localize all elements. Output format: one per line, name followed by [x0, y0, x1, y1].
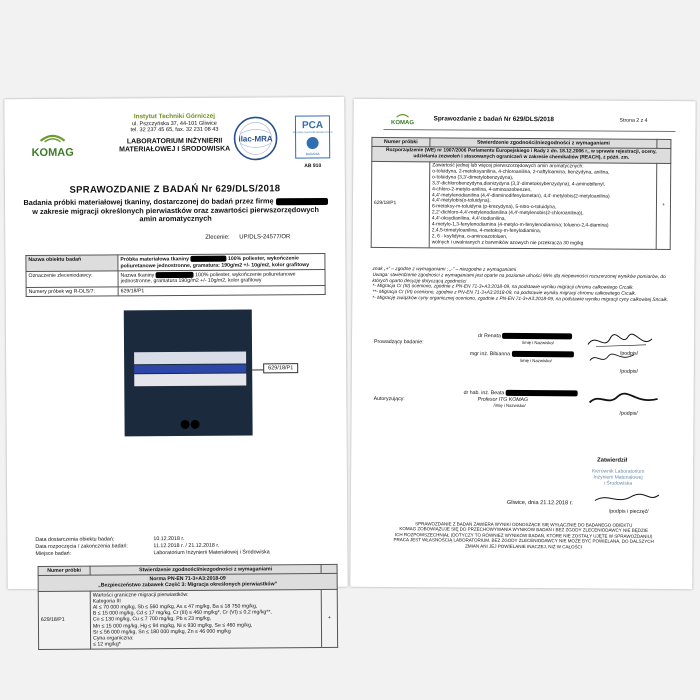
- column-header: Numer próbki: [38, 566, 90, 576]
- amine-line: 2,2'-dichloro-4,4'-metylenodianilina (4,4'-metylenobis(2-chloroanilina)),: [431, 210, 584, 217]
- stamp-line: i Środowiska: [603, 480, 633, 487]
- limits-line: B ≤ 15 000 mg/kg, Cd ≤ 17 mg/kg, Cr (III) ≤ 460 mg/kg*, Cr (VI) ≤ 0,2 mg/kg**,: [92, 609, 272, 617]
- komag-logo-small: [390, 113, 416, 125]
- verdict-cell: +: [321, 589, 337, 648]
- amine-line: 4-metylo-1,3-fenylenodiamina (4-metylo-m-fenylenodiamina; tolueno-2,4-diamina): [431, 222, 609, 229]
- table-cell: [118, 253, 325, 270]
- amine-line: o-toluidyna (3,3'-dimetylobenzydyna),: [432, 175, 514, 181]
- authorizer-role: Profesor ITG KOMAG: [477, 396, 529, 403]
- sample-photo: [124, 309, 253, 436]
- date-label: Miejsce badań:: [35, 550, 72, 557]
- date-label: Data rozpoczęcia / zakończenia badań:: [35, 543, 128, 550]
- redacted-client-fabric: [156, 272, 194, 278]
- pca-logo-subtext: POLSKIE CENTRUM AKREDYTACJI: [292, 130, 333, 135]
- date-value: Laboratorium Inżynierii Materiałowej i Środowiska: [153, 548, 270, 556]
- limits-line: Cyna organiczna:: [93, 635, 134, 642]
- limits-line: Al ≤ 70 000 mg/kg, Sb ≤ 560 mg/kg, As ≤ 47 mg/kg, Ba ≤ 18 750 mg/kg,: [92, 603, 258, 611]
- institute-header: [99, 113, 249, 154]
- column-header: Stwierdzenie zgodności/niezgodności z wymaganiami: [430, 138, 657, 149]
- table-row: [38, 589, 337, 650]
- amine-line: wolnych i uwalnianych z barwników azowych nie przekracza 30 mg/kg: [431, 240, 584, 247]
- signature-caption: /podpis/: [619, 350, 639, 357]
- institute-name: Instytut Techniki Górniczej: [133, 112, 216, 121]
- komag-logo: [27, 133, 79, 161]
- ilac-logo-text: ilac-MRA: [238, 134, 273, 144]
- note-line: **- Migracja Cr (VI) oceniono, zgodnie z PN-EN 71-3+A3:2018-09, na podstawie wyniku migracji chromu całkowitego Crcałk.: [372, 290, 637, 297]
- page-header-title: Sprawozdanie z badań Nr 629/DLS/2018: [433, 115, 554, 124]
- amine-line: 4,4'-metylobis(o-toluidyna),: [431, 198, 491, 205]
- limits-line: ≤ 12 mg/kg*: [93, 641, 121, 648]
- order-number: [205, 234, 290, 241]
- footer-line: ZMIAN ANI JEJ POWIELANIE INACZEJ, NIŻ W CAŁOŚCI: [465, 543, 582, 550]
- redacted-fabric-name: [190, 256, 226, 262]
- footer-line: KOMAG ZOBOWIĄZUJE SIĘ DO PRZECHOWYWANIA WYNIKÓW BADAŃ I BEZ ZGODY ZLECENIODAWCY NIE BĘDZIE: [399, 526, 648, 534]
- ilac-mra-logo: [232, 115, 278, 161]
- sample-info-table: [25, 253, 325, 297]
- table-cell: [118, 269, 325, 286]
- institute-address: ul. Pszczyńska 37, 44-101 Gliwice: [131, 120, 217, 127]
- report-footer: [381, 521, 667, 550]
- pca-logo-text: PCA: [301, 119, 324, 132]
- sample-name-b: 100% poliester, wykończenie poliuretanowe jednostronne, gramatura: 190g/m2 +/- 10g/m2, kolor grafitowy: [120, 255, 310, 269]
- pca-accreditation-logo: [292, 115, 333, 159]
- pca-badge-text: BADANIA: [305, 151, 320, 157]
- order-value: UP/DLS-24577/OR: [239, 234, 291, 241]
- photo-label: 629/18/P1: [263, 363, 298, 373]
- note-line: *- Migracja Cr (III) oceniono, zgodnie z PN-EN 71-3+A3:2018-09, na podstawie wyniku migracji chromu całkowitego Crcałk.: [372, 284, 634, 292]
- limits-line: Kategoria III: [92, 598, 121, 605]
- table-cell: 629/18/P1: [118, 285, 325, 296]
- verdict-cell: +: [656, 163, 671, 249]
- lab-name-line-1: LABORATORIUM INŻYNIERII: [126, 137, 223, 146]
- table-row: [26, 285, 325, 296]
- authorizer-label: Autoryzujący:: [373, 395, 405, 403]
- date-label: Data dostarczenia obiektu badań:: [35, 536, 115, 543]
- limits-line: Co ≤ 130 mg/kg, Cu ≤ 7 700 mg/kg, Pb ≤ 23 mg/kg,: [92, 616, 212, 624]
- lab-name-line-2: MATERIAŁOWEJ I ŚRODOWISKA: [119, 145, 231, 154]
- order-label: Zlecenie:: [205, 234, 230, 241]
- name-caption: /imię i Nazwisko/: [521, 339, 555, 345]
- signature-stamp-caption: /podpis i pieczęć/: [608, 508, 649, 515]
- report-subtitle: [23, 197, 328, 225]
- signature-2: [588, 350, 638, 366]
- footer-line: ICH ROZPOWSZECHNIAŁ (DOTYCZY TO RÓWNIEŻ WYNIKÓW BADAŃ, KTÓRE NIE ZOSTAŁY UJĘTE W SPRAWOZDANIU): [394, 531, 653, 539]
- limits-line: Mn ≤ 15 000 mg/kg, Hg ≤ 94 mg/kg, Ni ≤ 930 mg/kg, Se ≤ 460 mg/kg,: [92, 622, 253, 630]
- footer-line: SPRAWOZDANIE Z BADAŃ ZAWIERA WYNIKI ODNOSZĄCE SIĘ WYŁĄCZNIE DO BADANEGO OBIEKTU: [415, 521, 633, 528]
- sample-number-cell: 629/18/P1: [38, 591, 90, 650]
- tester-label: Prowadzący badanie:: [373, 338, 424, 346]
- signature-3: [588, 390, 660, 409]
- date-value: 10.12.2018 r.: [153, 535, 185, 543]
- tester-1-name: dr Renata: [478, 333, 501, 340]
- subtitle-part-1: Badania próbki materiałowej tkaniny, dostarczonej do badań przez firmę: [23, 196, 274, 208]
- redacted-surname: [502, 333, 572, 339]
- amine-line: 6-metoksy-m-toluidyna (p-krezydyna), 5-nitro-o-toluidyna,: [431, 204, 557, 211]
- amine-line: 4-chloro-2-metylo-anilina, 4-aminoazobenzen,: [432, 187, 532, 193]
- column-header: [657, 139, 671, 148]
- amine-line: 2,4,5-trimetyloanilina, 4-metoksy-m-fenylodiamina,: [431, 228, 542, 235]
- limits-cell: [90, 589, 321, 649]
- table-row: [371, 161, 671, 249]
- amine-line: 3,3'-dichlorobenzydyna,dianizydyna (3,3'-dimetoksybenzydyna), 4-aminobifenyl,: [432, 181, 606, 188]
- note-line: znak „+” – zgodne z wymaganiami ; „-” – niezgodne z wymaganiami: [372, 266, 517, 273]
- authorizer-name: dr hab. inż. Beata: [463, 389, 505, 397]
- name-caption: /imię i Nazwisko/: [493, 402, 526, 408]
- institute-phone: tel. 32 237 45 65, fax. 32 231 08 43: [130, 126, 219, 134]
- amine-line: 4,4'-oksydianilina, 4,4'-tiodianilina,: [431, 216, 506, 223]
- accreditation-code: AB 910: [304, 162, 322, 170]
- date-value: 11.12.2018 r. / 21.12.2018 r.: [153, 542, 220, 549]
- subtitle-part-2: w zakresie migracji określonych pierwiastków oraz zawartości pierwszorzędowych amin aromatycznych: [32, 204, 319, 224]
- regulation-header: Rozporządzenie (WE) nr 1907/2006 Parlamentu Europejskiego i Rady z dn. 18.12.2006 r., w sprawie rejestracji, oceny, udzielania zezwoleń i stosowanych ograniczeń w zakresie chemikaliów (REACH), z późń. zm.: [372, 147, 671, 164]
- tester-2: [470, 351, 574, 365]
- amines-cell: [429, 162, 657, 249]
- column-header: Numer próbki: [372, 137, 430, 147]
- komag-logo-text: KOMAG: [31, 146, 74, 160]
- lab-name: [100, 137, 250, 154]
- footer-line: PRACA JEST WŁASNOŚCIĄ LABORATORIUM. BEZ ZGODY ZLECENIODAWCY NIE MOŻE BYĆ POWIELANA, DO DALSZYCH: [393, 537, 654, 545]
- signature-caption: /podpis/: [619, 410, 638, 417]
- table-cell: Nazwa obiektu badań: [26, 255, 118, 271]
- lab-head-stamp: [573, 468, 663, 487]
- report-title: SPRAWOZDANIE Z BADAŃ Nr 629/DLS/2018: [69, 183, 281, 196]
- amine-line: o-toluidyna, 2-metoksyanilina, 4-chloroanilina, 2-naftyloamina, benzydyna, anilina,: [432, 169, 610, 176]
- note-line: *- Migrację związków cyny organicznej oceniono, zgodnie z PN-EN 71-3+A3:2018-09, na podstawie wyniku migracji cyny całkowitej Sncałk.: [372, 295, 669, 303]
- signature-caption: /podpis/: [619, 368, 639, 375]
- report-page-2: [350, 99, 695, 589]
- client-mark-a: Nazwa tkaniny: [120, 272, 155, 279]
- approved-label: Zatwierdził: [597, 457, 628, 464]
- tester-1: [478, 333, 572, 346]
- amine-line: 4,4'-metylenodianilina (4,4'-diaminodifenylometan), 4,4'-metylobis(2-metyloanilina): [432, 192, 610, 200]
- redacted-surname: [506, 390, 578, 397]
- stamp-line: Inżynierii Materiałowej: [593, 474, 643, 481]
- table-cell: Oznaczenie zleceniodawcy:: [26, 271, 118, 287]
- authorizer: [464, 390, 578, 410]
- amine-line: Zawartość jednej lub więcej pierwszorzędowych amin aromatycznych:: [432, 163, 584, 170]
- amine-line: 2, 6 - ksylidyna, o-aminoazotoluen,: [431, 234, 508, 240]
- results-table: [38, 564, 339, 651]
- header-divider: [383, 129, 675, 132]
- tester-2-name: mgr inż. Bibianna: [469, 351, 511, 358]
- table-cell: Numery próbek wg R-DLS/7:: [26, 286, 118, 296]
- report-page-1: [4, 97, 347, 648]
- column-header: [321, 564, 337, 573]
- notes-block: [372, 267, 668, 304]
- column-header: Stwierdzenie zgodności/niezgodności z wymaganiami: [90, 564, 321, 575]
- date-row: [35, 549, 269, 557]
- stamp-line: Kierownik Laboratorium: [591, 468, 645, 475]
- redacted-surname: [511, 351, 573, 357]
- dates-block: [35, 535, 269, 557]
- reach-results-table: [371, 137, 672, 250]
- komag-logo-small-text: KOMAG: [391, 120, 415, 127]
- report-date: Gliwice, dnia 21.12.2018 r.: [506, 499, 573, 507]
- sample-name-a: Próbka materiałowa tkaniny: [120, 256, 190, 263]
- sample-number-cell: 629/18/P1: [371, 161, 430, 247]
- page-number: Strona 2 z 4: [619, 117, 648, 124]
- limits-line: Sr ≤ 56 000 mg/kg, Sn ≤ 180 000 mg/kg, Zn ≤ 46 000 mg/kg: [92, 628, 231, 636]
- norm-line-1: Norma PN-EN 71-3+A3:2018-09: [149, 575, 226, 583]
- approval-signature: [591, 488, 661, 508]
- client-mark-b: 100% poliester, wykończenie poliuretanowe jednostronne, gramatura 190g/m2 +/- 10g/m2, kolor grafitowy: [120, 271, 296, 285]
- limits-line: Wartości graniczne migracji pierwiastków:: [92, 591, 189, 599]
- name-caption: /imię i Nazwisko/: [519, 357, 552, 363]
- note-line: Uwaga: stwierdzenie zgodności z wymaganiami jest oparte na poziomie ufności 95% dla niepewności rozszerzonej wyników pomiarów, do których oparto decyzję dotyczącą zgodności: [372, 272, 666, 285]
- norm-line-2: „Bezpieczeństwo zabawek Część 3: Migracja określonych pierwiastków”: [98, 581, 278, 589]
